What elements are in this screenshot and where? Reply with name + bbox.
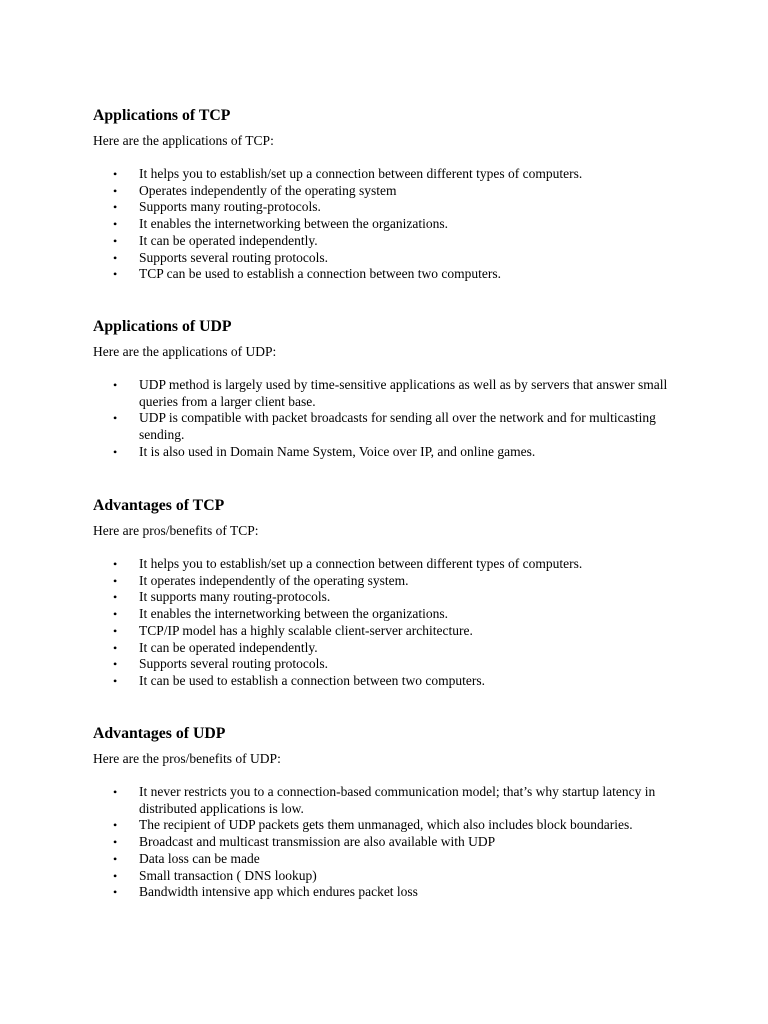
list-item-text: It never restricts you to a connection-based communication model; that’s why startup latency in distributed applications is low. [139, 784, 656, 816]
list-item-text: It operates independently of the operating system. [139, 572, 409, 588]
list-item [93, 589, 671, 606]
bullet-icon: • [113, 250, 118, 265]
section-heading: Applications of UDP [93, 318, 232, 335]
list-item [93, 216, 671, 233]
list-item [93, 573, 671, 590]
list-item [93, 656, 671, 673]
list-item-text: UDP is compatible with packet broadcasts for sending all over the network and for multicasting sending. [139, 410, 656, 443]
list-item-text: UDP method is largely used by time-sensitive applications as well as by servers that answer small queries from a larger client base. [139, 377, 668, 409]
section-intro: Here are the applications of UDP: [93, 344, 277, 359]
bullet-list [93, 784, 693, 901]
list-item-text: The recipient of UDP packets gets them unmanaged, which also includes block boundaries. [139, 817, 633, 833]
list-item [93, 640, 671, 657]
section-intro: Here are pros/benefits of TCP: [93, 523, 259, 538]
section-heading: Advantages of UDP [93, 725, 226, 742]
bullet-icon: • [113, 868, 118, 883]
list-item-text: It helps you to establish/set up a connection between different types of computers. [139, 556, 583, 571]
list-item [93, 233, 671, 250]
bullet-icon: • [113, 557, 118, 571]
list-item-text: It can be operated independently. [139, 232, 318, 248]
bullet-list [93, 556, 693, 690]
list-item [93, 606, 671, 623]
list-item [93, 784, 671, 817]
bullet-icon: • [113, 851, 118, 866]
bullet-icon: • [113, 885, 118, 900]
list-item-text: TCP can be used to establish a connection between two computers. [139, 266, 502, 282]
bullet-icon: • [113, 623, 118, 638]
list-item [93, 183, 671, 200]
bullet-icon: • [113, 657, 118, 672]
list-item-text: Supports many routing-protocols. [139, 199, 321, 215]
bullet-icon: • [113, 217, 118, 232]
bullet-icon: • [113, 444, 118, 459]
list-item-text: Operates independently of the operating system [139, 182, 397, 198]
list-item-text: Broadcast and multicast transmission are also available with UDP [139, 834, 496, 850]
list-item-text: It helps you to establish/set up a connection between different types of computers. [139, 166, 583, 181]
list-item [93, 817, 671, 834]
section-applications-udp [93, 319, 693, 461]
list-item-text: It can be operated independently. [139, 639, 318, 655]
list-item [93, 199, 671, 216]
bullet-icon: • [113, 673, 118, 688]
list-item-text: It enables the internetworking between the organizations. [139, 606, 449, 622]
list-item [93, 851, 671, 868]
list-item [93, 673, 671, 690]
bullet-icon: • [113, 233, 118, 248]
bullet-icon: • [113, 573, 118, 588]
list-item [93, 377, 671, 410]
list-item-text: It supports many routing-protocols. [139, 589, 331, 605]
section-advantages-tcp [93, 498, 693, 690]
list-item-text: It enables the internetworking between the organizations. [139, 216, 449, 232]
list-item [93, 623, 671, 640]
list-item-text: TCP/IP model has a highly scalable client-server architecture. [139, 622, 473, 638]
list-item [93, 410, 671, 443]
bullet-icon: • [113, 590, 118, 605]
list-item [93, 250, 671, 267]
bullet-icon: • [113, 818, 118, 833]
section-heading: Applications of TCP [93, 107, 231, 124]
bullet-list [93, 166, 693, 283]
list-item-text: Bandwidth intensive app which endures packet loss [139, 884, 418, 900]
bullet-icon: • [113, 607, 118, 622]
bullet-icon: • [113, 411, 118, 426]
list-item-text: Small transaction ( DNS lookup) [139, 867, 317, 883]
list-item-text: It is also used in Domain Name System, Voice over IP, and online games. [139, 443, 536, 459]
bullet-icon: • [113, 267, 118, 282]
list-item-text: It can be used to establish a connection between two computers. [139, 672, 486, 688]
bullet-icon: • [113, 640, 118, 655]
section-intro: Here are the pros/benefits of UDP: [93, 751, 281, 766]
list-item-text: Data loss can be made [139, 850, 260, 866]
list-item [93, 834, 671, 851]
list-item [93, 166, 671, 183]
list-item [93, 884, 671, 901]
list-item-text: Supports several routing protocols. [139, 249, 328, 265]
bullet-icon: • [113, 835, 118, 850]
bullet-icon: • [113, 183, 118, 198]
section-heading: Advantages of TCP [93, 497, 225, 514]
bullet-icon: • [113, 785, 118, 799]
list-item [93, 868, 671, 885]
section-advantages-udp [93, 726, 693, 901]
bullet-list [93, 377, 693, 461]
list-item [93, 266, 671, 283]
bullet-icon: • [113, 378, 118, 392]
list-item [93, 556, 671, 573]
bullet-icon: • [113, 200, 118, 215]
list-item-text: Supports several routing protocols. [139, 656, 328, 672]
bullet-icon: • [113, 167, 118, 181]
section-applications-tcp [93, 108, 693, 283]
list-item [93, 444, 671, 461]
section-intro: Here are the applications of TCP: [93, 133, 274, 148]
